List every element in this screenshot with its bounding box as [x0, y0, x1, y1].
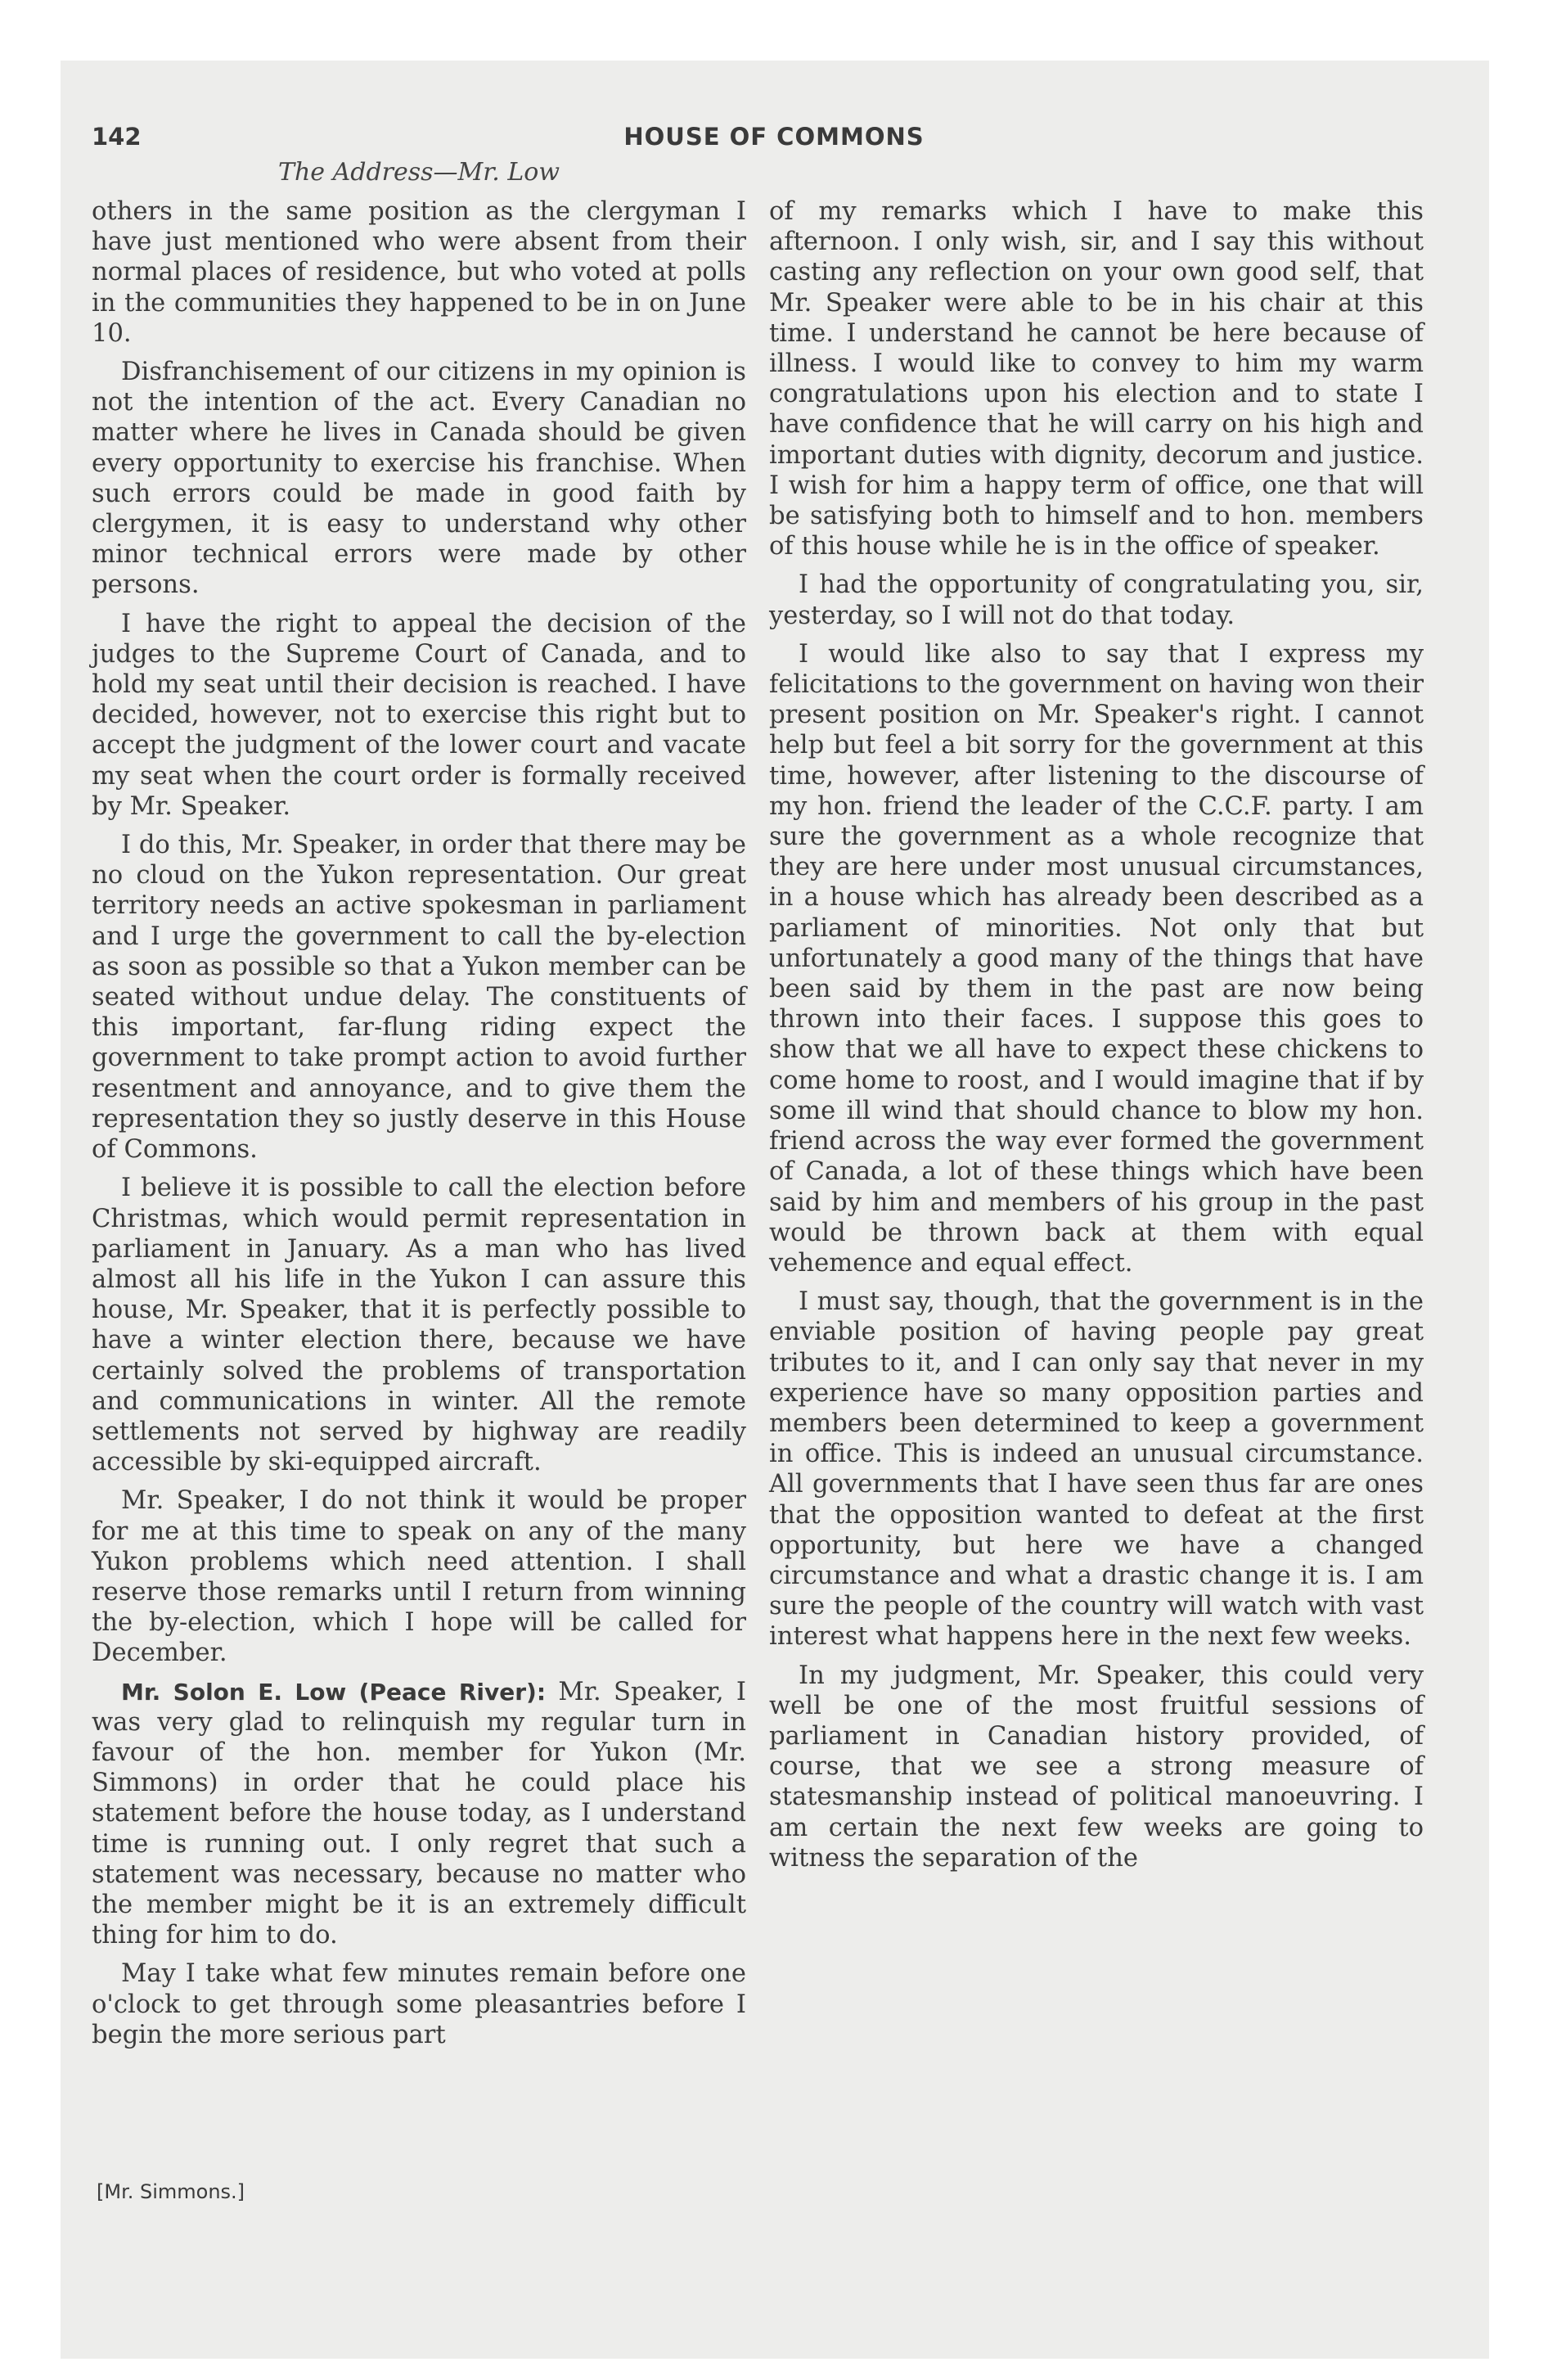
speaker-name: Mr. Solon E. Low (Peace River): — [121, 1678, 547, 1706]
paragraph: I believe it is possible to call the election before Christmas, which would permit representation in parliament in January. As a man who has lived almost all his life in the Yukon I can assure this house, Mr. Speaker, that it is perfectly possible to have a winter election there, because we have certainly solved the problems of transportation and communications in winter. All the remote settlements not served by highway are readily accessible by ski-equipped aircraft. — [92, 1174, 746, 1477]
paragraph: I would like also to say that I express my felicitations to the government on having won their present position on Mr. Speaker's right. I cannot help but feel a bit sorry for the government at this time, however, after listening to the discourse of my hon. friend the leader of the C.C.F. party. I am sure the government as a whole recognize that they are here under most unusual circumstances, in a house which has already been described as a parliament of minorities. Not only that but unfortunately a good many of the things that have been said by them in the past are now being thrown into their faces. I suppose this goes to show that we all have to expect these chickens to come home to roost, and I would imagine that if by some ill wind that should chance to blow my hon. friend across the way ever formed the government of Canada, a lot of these things which have been said by him and members of his group in the past would be thrown back at them with equal vehemence and equal effect. — [769, 639, 1424, 1278]
paragraph: I do this, Mr. Speaker, in order that there may be no cloud on the Yukon representation. Our great territory needs an active spokesman in parliament and I urge the government to call the by-election as soon as possible so that a Yukon member can be seated without undue delay. The constituents of this important, far-flung riding expect the government to take prompt action to avoid further resentment and annoyance, and to give them the representation they so justly deserve in this House of Commons. — [92, 831, 746, 1165]
paragraph: In my judgment, Mr. Speaker, this could very well be one of the most fruitful sessions of parliament in Canadian history provided, of course, that we see a strong measure of statesmanship instead of political manoeuvring. I am certain the next few weeks are going to witness the separation of the — [769, 1661, 1424, 1873]
speech-paragraph — [92, 1677, 746, 1951]
paragraph: May I take what few minutes remain before one o'clock to get through some pleasantries before I begin the more serious part — [92, 1959, 746, 2049]
page-number: 142 — [92, 123, 142, 151]
paragraph: I have the right to appeal the decision of the judges to the Supreme Court of Canada, and to hold my seat until their decision is reached. I have decided, however, not to exercise this right but to accept the judgment of the lower court and vacate my seat when the court order is formally received by Mr. Speaker. — [92, 609, 746, 821]
paragraph: Disfranchisement of our citizens in my opinion is not the intention of the act. Every Canadian no matter where he lives in Canada should be given every opportunity to exercise his franchise. When such errors could be made in good faith by clergymen, it is easy to understand why other minor technical errors were made by other persons. — [92, 358, 746, 600]
paragraph: I must say, though, that the government is in the enviable position of having people pay great tributes to it, and I can only say that never in my experience have so many opposition parties and members been determined to keep a government in office. This is indeed an unusual circumstance. All governments that I have seen thus far are ones that the opposition wanted to defeat at the first opportunity, but here we have a changed circumstance and what a drastic change it is. I am sure the people of the country will watch with vast interest what happens here in the next few weeks. — [769, 1287, 1424, 1652]
right-column — [769, 196, 1424, 1882]
section-subhead: The Address—Mr. Low — [277, 158, 560, 187]
paragraph: others in the same position as the clergyman I have just mentioned who were absent from their normal places of residence, but who voted at polls in the communities they happened to be in on June 10. — [92, 197, 746, 348]
paragraph: of my remarks which I have to make this afternoon. I only wish, sir, and I say this without casting any reflection on your own good self, that Mr. Speaker were able to be in his chair at this time. I understand he cannot be here because of illness. I would like to convey to him my warm congratulations upon his election and to state I have confidence that he will carry on his high and important duties with dignity, decorum and justice. I wish for him a happy term of office, one that will be satisfying both to himself and to hon. members of this house while he is in the office of speaker. — [769, 197, 1424, 561]
member-attribution: [Mr. Simmons.] — [97, 2180, 245, 2203]
running-head: HOUSE OF COMMONS — [623, 123, 925, 151]
paragraph: Mr. Speaker, I do not think it would be proper for me at this time to speak on any of the many Yukon problems which need attention. I shall reserve those remarks until I return from winning the by-election, which I hope will be called for December. — [92, 1486, 746, 1668]
left-column — [92, 196, 746, 2058]
paragraph: I had the opportunity of congratulating you, sir, yesterday, so I will not do that today. — [769, 570, 1424, 630]
speech-text: Mr. Speaker, I was very glad to relinquish my regular turn in favour of the hon. member for Yukon (Mr. Simmons) in order that he could place his statement before the house today, as I understand time is running out. I only regret that such a statement was necessary, because no matter who the member might be it is an extremely difficult thing for him to do. — [92, 1677, 746, 1950]
